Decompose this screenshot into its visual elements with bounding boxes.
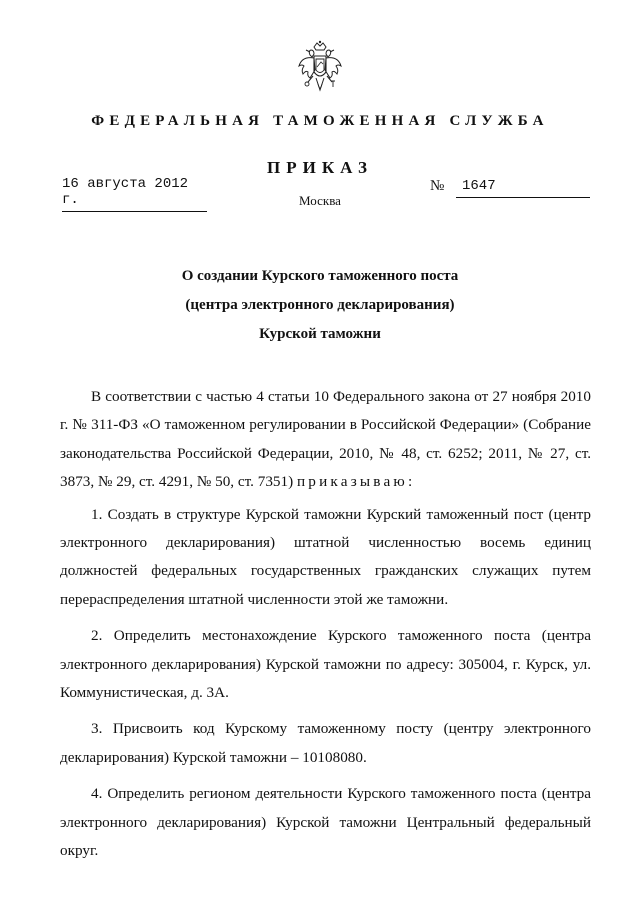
- order-date: 16 августа 2012 г.: [62, 176, 207, 212]
- preamble-paragraph: [60, 383, 591, 497]
- preamble-text: В соответствии с частью 4 статьи 10 Федерального закона от 27 ноября 2010 г. № 311-ФЗ «О таможенном регулировании в Российской Федерации» (Собрание законодательства Российской Федерации, 2010, № 48, ст. 6252; 2011, № 27, ст. 3873, № 29, ст. 4291, № 50, ст. 7351): [60, 388, 591, 491]
- order-word: приказываю:: [296, 473, 416, 491]
- document-type: ПРИКАЗ: [267, 158, 373, 177]
- heading-line-2: (центра электронного декларирования): [185, 297, 455, 313]
- order-item-2: 2. Определить местонахождение Курского таможенного поста (центра электронного декларирования) Курской таможни по адресу: 305004, г. Курск, ул. Коммунистическая, д. 3А.: [60, 627, 591, 702]
- number-sign: №: [430, 178, 445, 194]
- order-item-4: 4. Определить регионом деятельности Курского таможенного поста (центра электронного декларирования) Курской таможни Центральный федеральный округ.: [60, 785, 591, 860]
- order-item-1: 1. Создать в структуре Курской таможни Курский таможенный пост (центр электронного декларирования) штатной численностью восемь единиц должностей федеральных государственных гражданских служащих путем перераспределения штатной численности этой же таможни.: [60, 505, 591, 608]
- document-heading: [0, 262, 640, 349]
- coat-of-arms-icon: [296, 40, 344, 98]
- order-item-3: 3. Присвоить код Курскому таможенному посту (центру электронного декларирования) Курской таможни – 10108080.: [60, 720, 591, 766]
- agency-name: ФЕДЕРАЛЬНАЯ ТАМОЖЕННАЯ СЛУЖБА: [91, 113, 549, 129]
- heading-line-3: Курской таможни: [259, 326, 381, 342]
- order-number: 1647: [462, 178, 496, 194]
- city: Москва: [299, 193, 341, 208]
- document-body: [60, 383, 591, 874]
- heading-line-1: О создании Курского таможенного поста: [181, 268, 459, 284]
